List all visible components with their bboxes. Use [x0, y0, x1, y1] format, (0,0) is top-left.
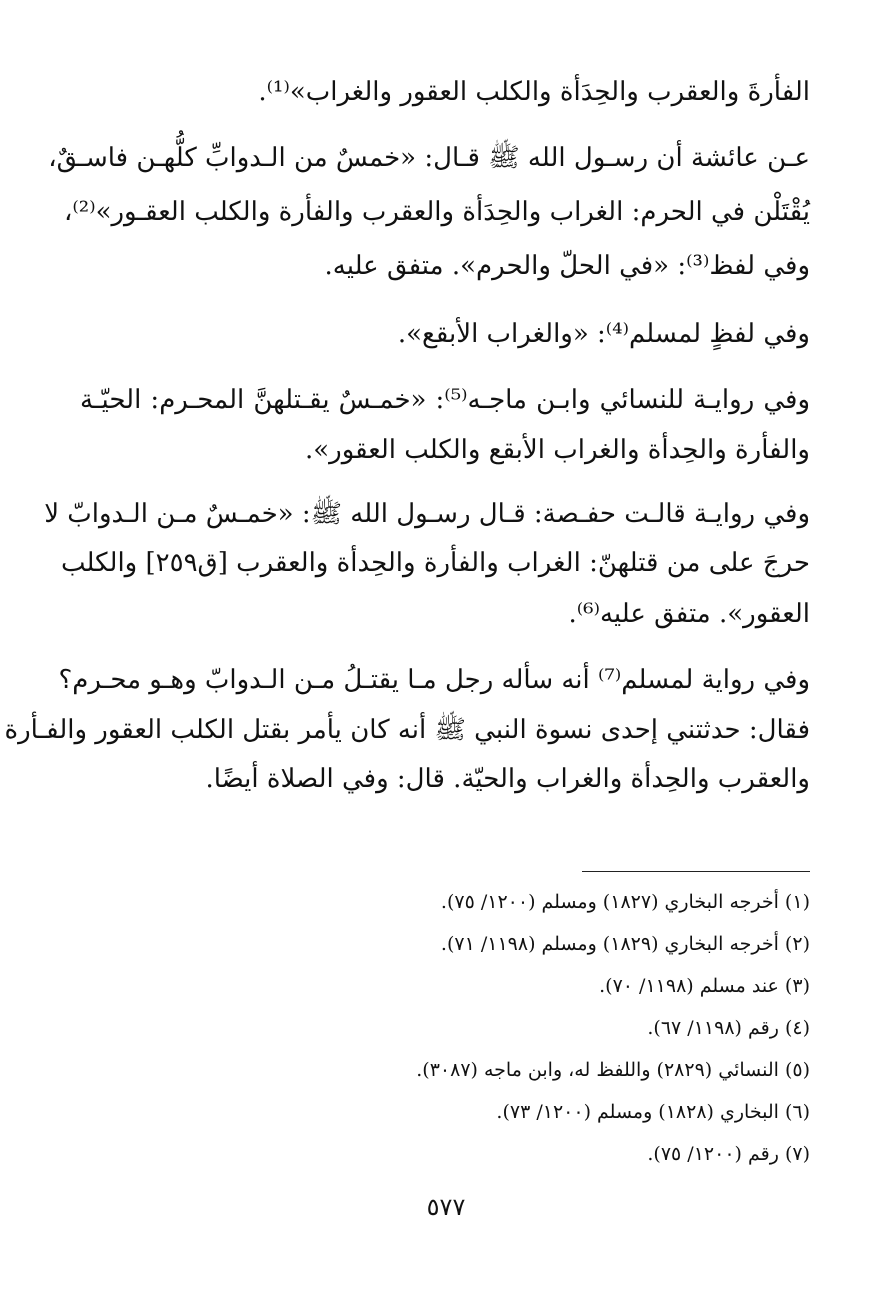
text-line: والفأرة والحِدأة والغراب الأبقع والكلب العقور». — [304, 435, 810, 465]
text-line: وفي روايـة للنسائي وابـن ماجـه⁽⁵⁾: «خمـسٌ يقـتلهنَّ المحـرم: الحيّـة — [80, 385, 811, 415]
footnote: (٢) أخرجه البخاري (١٨٢٩) ومسلم (١١٩٨/ ٧١). — [440, 933, 810, 955]
text-line: عـن عائشة أن رسـول الله ﷺ قـال: «خمسٌ من الـدوابِّ كلُّهـن فاسـقٌ، — [48, 143, 810, 173]
text-line: الفأرةَ والعقرب والحِدَأة والكلب العقور والغراب»⁽¹⁾. — [258, 77, 810, 107]
text-line: وفي روايـة قالـت حفـصة: قـال رسـول الله ﷺ: «خمـسٌ مـن الـدوابّ لا — [44, 499, 810, 529]
footnote: (٤) رقم (١١٩٨/ ٦٧). — [647, 1017, 810, 1039]
footnote: (٣) عند مسلم (١١٩٨/ ٧٠). — [599, 975, 810, 997]
text-line: وفي لفظٍ لمسلم⁽⁴⁾: «والغراب الأبقع». — [397, 319, 810, 349]
text-line: العقور». متفق عليه⁽⁶⁾. — [568, 599, 810, 629]
footnote-separator — [582, 871, 810, 872]
footnote: (٧) رقم (١٢٠٠/ ٧٥). — [647, 1143, 810, 1165]
footnote: (٦) البخاري (١٨٢٨) ومسلم (١٢٠٠/ ٧٣). — [496, 1101, 810, 1123]
footnote: (٥) النسائي (٢٨٢٩) واللفظ له، وابن ماجه (٣٠٨٧). — [416, 1059, 810, 1081]
text-line: حرجَ على من قتلهنّ: الغراب والفأرة والحِدأة والعقرب [ق٢٥٩] والكلب — [61, 548, 810, 578]
footnote: (١) أخرجه البخاري (١٨٢٧) ومسلم (١٢٠٠/ ٧٥). — [440, 891, 810, 913]
text-line: والعقرب والحِدأة والغراب والحيّة. قال: وفي الصلاة أيضًا. — [205, 764, 810, 794]
page-number: ٥٧٧ — [426, 1193, 466, 1221]
text-line: فقال: حدثتني إحدى نسوة النبي ﷺ أنه كان يأمر بقتل الكلب العقور والفـأرة — [4, 715, 810, 745]
text-line: وفي لفظ⁽³⁾: «في الحلّ والحرم». متفق عليه. — [324, 251, 810, 281]
text-line: وفي رواية لمسلم⁽⁷⁾ أنه سأله رجل مـا يقتـلُ مـن الـدوابّ وهـو محـرم؟ — [58, 665, 810, 695]
text-line: يُقْتَلْن في الحرم: الغراب والحِدَأة والعقرب والفأرة والكلب العقـور»⁽²⁾، — [63, 197, 810, 227]
